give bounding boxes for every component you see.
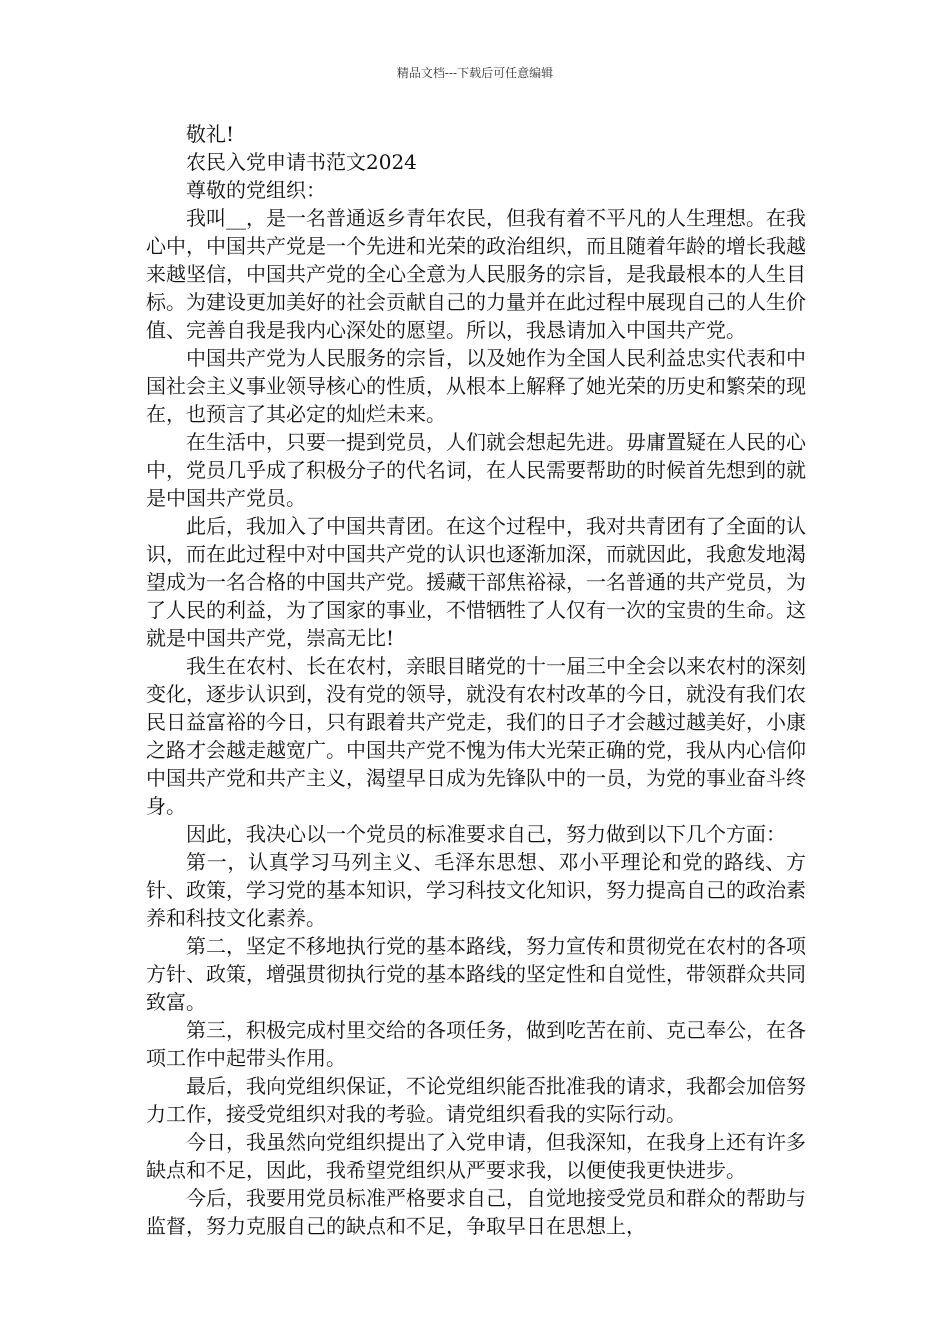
body-paragraph: 我生在农村、长在农村，亲眼目睹党的十一届三中全会以来农村的深刻变化，逐步认识到，没有党的领导，就没有农村改革的今日，就没有我们农民日益富裕的今日，只有跟着共产党走，我们的日子才会越过越美好，小康之路才会越走越宽广。中国共产党不愧为伟大光荣正确的党，我从内心信仰中国共产党和共产主义，渴望早日成为先锋队中的一员，为党的事业奋斗终身。 [146,654,806,818]
body-paragraph: 第二，坚定不移地执行党的基本路线，努力宣传和贯彻党在农村的各项方针、政策，增强贯彻执行党的基本路线的坚定性和自觉性，带领群众共同致富。 [146,934,806,1014]
body-paragraph: 中国共产党为人民服务的宗旨，以及她作为全国人民利益忠实代表和中国社会主义事业领导核心的性质，从根本上解释了她光荣的历史和繁荣的现在，也预言了其必定的灿烂未来。 [146,346,806,426]
body-paragraph: 我叫__，是一名普通返乡青年农民，但我有着不平凡的人生理想。在我心中，中国共产党是一个先进和光荣的政治组织，而且随着年龄的增长我越来越坚信，中国共产党的全心全意为人民服务的宗旨，是我最根本的人生目标。为建设更加美好的社会贡献自己的力量并在此过程中展现自己的人生价值、完善自我是我内心深处的愿望。所以，我恳请加入中国共产党。 [146,206,806,342]
body-paragraph: 在生活中，只要一提到党员，人们就会想起先进。毋庸置疑在人民的心中，党员几乎成了积极分子的代名词，在人民需要帮助的时候首先想到的就是中国共产党员。 [146,430,806,510]
body-paragraph: 今日，我虽然向党组织提出了入党申请，但我深知，在我身上还有许多缺点和不足，因此，我希望党组织从严要求我，以便使我更快进步。 [146,1130,806,1182]
addressee-line: 尊敬的党组织： [186,178,326,202]
document-title: 农民入党申请书范文2024 [186,150,417,174]
body-paragraph: 此后，我加入了中国共青团。在这个过程中，我对共青团有了全面的认识，而在此过程中对中国共产党的认识也逐渐加深，而就因此，我愈发地渴望成为一名合格的中国共产党。援藏干部焦裕禄，一名普通的共产党员，为了人民的利益，为了国家的事业，不惜牺牲了人仅有一次的宝贵的生命。这就是中国共产党，崇高无比! [146,514,806,650]
closing-salutation: 敬礼! [186,122,235,146]
body-paragraph: 因此，我决心以一个党员的标准要求自己，努力做到以下几个方面： [186,822,786,846]
page-header: 精品文档---下载后可任意编辑 [396,66,554,80]
body-paragraph: 今后，我要用党员标准严格要求自己，自觉地接受党员和群众的帮助与监督，努力克服自己的缺点和不足，争取早日在思想上， [146,1186,806,1238]
body-paragraph: 第一，认真学习马列主义、毛泽东思想、邓小平理论和党的路线、方针、政策，学习党的基本知识，学习科技文化知识，努力提高自己的政治素养和科技文化素养。 [146,850,806,930]
document-body [146,120,806,1240]
body-paragraph: 最后，我向党组织保证，不论党组织能否批准我的请求，我都会加倍努力工作，接受党组织对我的考验。请党组织看我的实际行动。 [146,1074,806,1126]
body-paragraph: 第三，积极完成村里交给的各项任务，做到吃苦在前、克己奉公，在各项工作中起带头作用。 [146,1018,806,1070]
